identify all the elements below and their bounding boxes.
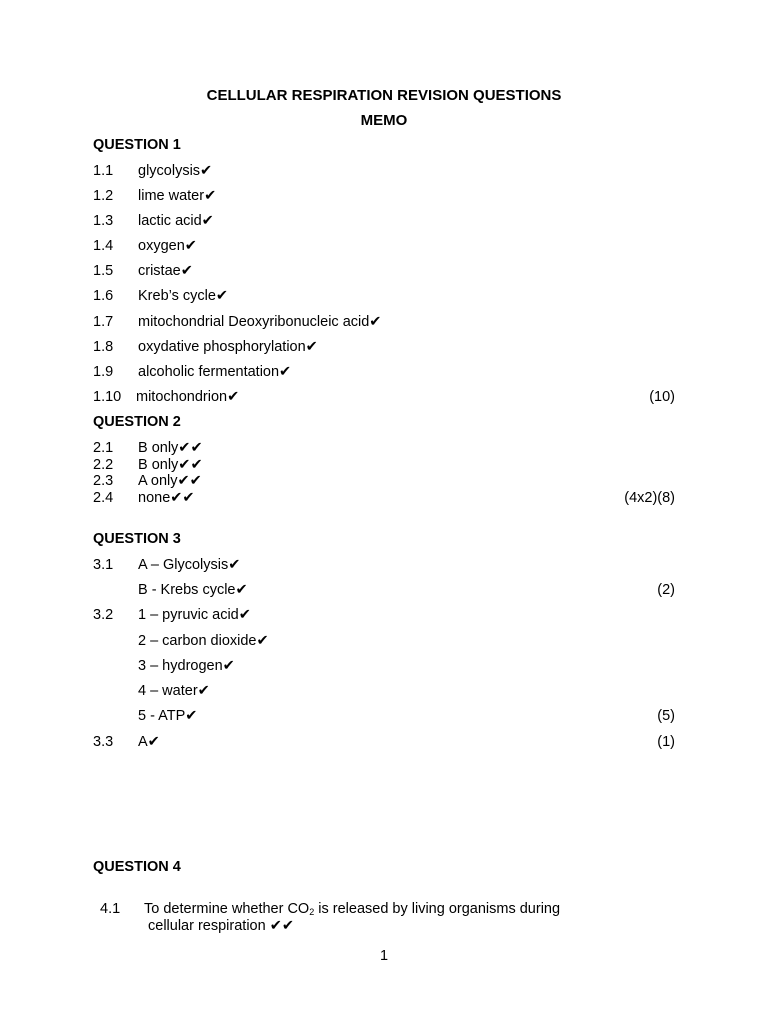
answer-text: B only✔✔ xyxy=(138,440,203,456)
question-number: 1.5 xyxy=(93,263,114,279)
answer-text: lime water✔ xyxy=(138,188,217,204)
question-4-heading: QUESTION 4 xyxy=(93,859,181,875)
answer-text: alcoholic fermentation✔ xyxy=(138,364,292,380)
answer-row xyxy=(93,313,675,331)
question-number: 1.4 xyxy=(93,238,114,254)
question-number: 1.7 xyxy=(93,314,114,330)
document-subtitle: MEMO xyxy=(360,112,408,129)
question-number: 2.1 xyxy=(93,440,114,456)
answer-row xyxy=(93,237,675,255)
answer-text: oxygen✔ xyxy=(138,238,197,254)
question-number: 1.3 xyxy=(93,213,114,229)
question-1-heading: QUESTION 1 xyxy=(93,137,181,153)
question-number: 2.3 xyxy=(93,473,114,489)
answer-text: 5 - ATP✔ xyxy=(138,708,198,724)
answer-text: 3 – hydrogen✔ xyxy=(138,658,235,674)
answer-text: glycolysis✔ xyxy=(138,163,213,179)
answer-row xyxy=(93,733,675,751)
answer-text: A✔ xyxy=(138,734,160,750)
answer-text: A only✔✔ xyxy=(138,473,202,489)
mark-total: (4x2)(8) xyxy=(624,490,675,506)
answer-text: mitochondrion✔ xyxy=(136,389,240,405)
answer-row xyxy=(93,707,675,725)
question-number: 1.2 xyxy=(93,188,114,204)
mark-total: (1) xyxy=(657,734,675,750)
answer-text: 2 – carbon dioxide✔ xyxy=(138,633,269,649)
answer-text: B - Krebs cycle✔ xyxy=(138,582,248,598)
answer-row xyxy=(93,489,675,507)
page-number: 1 xyxy=(379,948,389,964)
answer-row xyxy=(93,632,675,650)
answer-text: Kreb’s cycle✔ xyxy=(138,288,229,304)
question-number: 3.3 xyxy=(93,734,114,750)
answer-text: 1 – pyruvic acid✔ xyxy=(138,607,251,623)
subscript: 2 xyxy=(309,907,315,917)
question-number: 1.10 xyxy=(93,389,122,405)
answer-row xyxy=(93,287,675,305)
answer-row xyxy=(93,187,675,205)
answer-row xyxy=(93,657,675,675)
answer-text: lactic acid✔ xyxy=(138,213,214,229)
answer-row xyxy=(93,581,675,599)
answer-row xyxy=(93,388,675,406)
question-number: 3.2 xyxy=(93,607,114,623)
answer-text: 4 – water✔ xyxy=(138,683,210,699)
answer-text: B only✔✔ xyxy=(138,457,203,473)
answer-row xyxy=(93,439,675,457)
answer-text-part: To determine whether CO xyxy=(144,901,310,917)
mark-total: (2) xyxy=(657,582,675,598)
mark-total: (10) xyxy=(649,389,675,405)
answer-text: oxydative phosphorylation✔ xyxy=(138,339,318,355)
answer-text: mitochondrial Deoxyribonucleic acid✔ xyxy=(138,314,382,330)
mark-total: (5) xyxy=(657,708,675,724)
answer-row xyxy=(93,212,675,230)
answer-text-line-2: cellular respiration ✔✔ xyxy=(148,918,294,934)
answer-row xyxy=(93,363,675,381)
question-2-heading: QUESTION 2 xyxy=(93,414,181,430)
answer-text: A – Glycolysis✔ xyxy=(138,557,241,573)
answer-row xyxy=(93,682,675,700)
question-number: 4.1 xyxy=(100,901,121,917)
question-number: 2.2 xyxy=(93,457,114,473)
answer-row xyxy=(93,556,675,574)
question-number: 1.1 xyxy=(93,163,114,179)
question-number: 1.9 xyxy=(93,364,114,380)
answer-text: none✔✔ xyxy=(138,490,195,506)
question-number: 3.1 xyxy=(93,557,114,573)
answer-row xyxy=(93,472,675,490)
question-3-heading: QUESTION 3 xyxy=(93,531,181,547)
answer-text: cristae✔ xyxy=(138,263,193,279)
document-title: CELLULAR RESPIRATION REVISION QUESTIONS xyxy=(206,87,562,104)
answer-row xyxy=(93,262,675,280)
answer-text-part: is released by living organisms during xyxy=(314,901,561,917)
question-number: 1.6 xyxy=(93,288,114,304)
question-number: 1.8 xyxy=(93,339,114,355)
answer-row xyxy=(93,338,675,356)
answer-row xyxy=(93,162,675,180)
question-number: 2.4 xyxy=(93,490,114,506)
answer-row xyxy=(93,606,675,624)
